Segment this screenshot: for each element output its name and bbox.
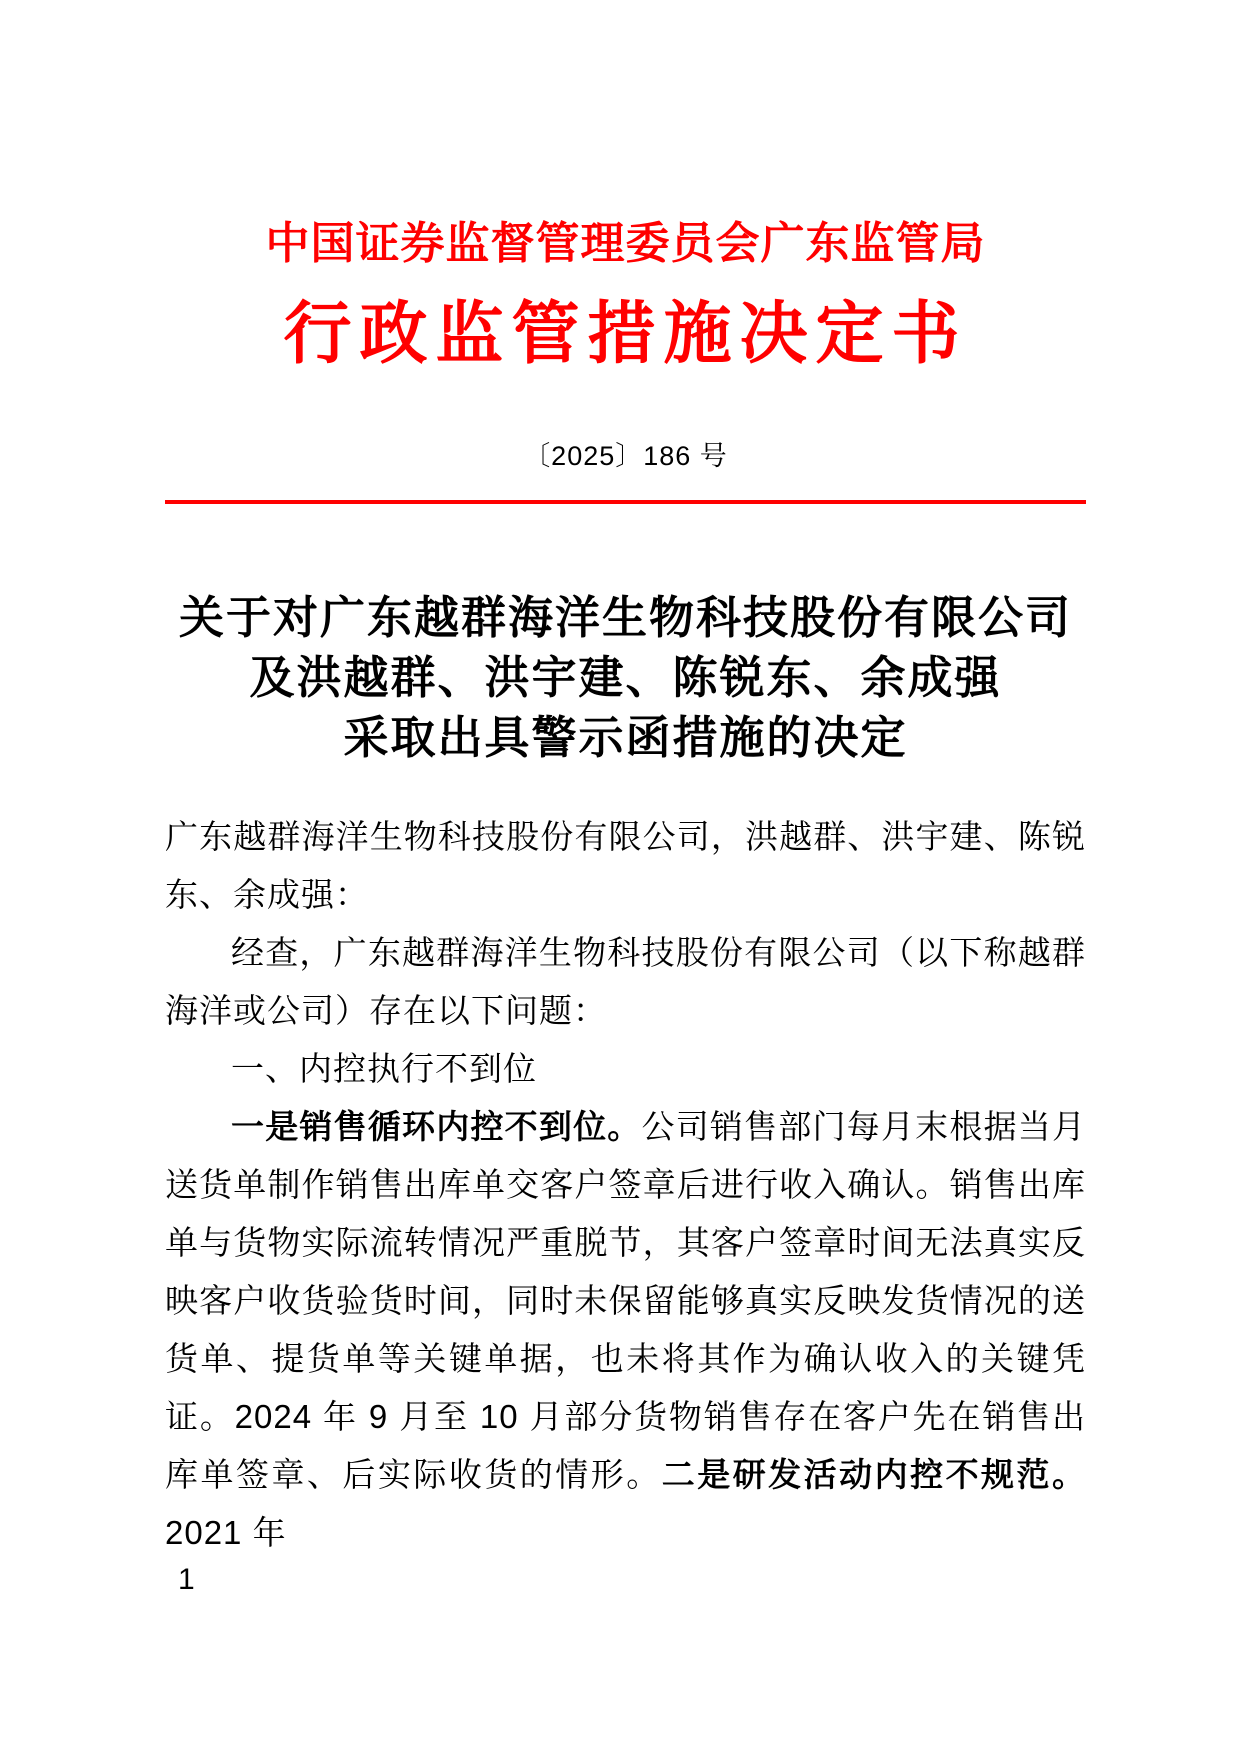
intro-paragraph: 经查，广东越群海洋生物科技股份有限公司（以下称越群海洋或公司）存在以下问题： [165, 934, 1086, 1029]
finding-1-label: 一是销售循环内控不到位。 [231, 1108, 642, 1145]
page-number: 1 [178, 1563, 195, 1596]
findings-paragraph [165, 1098, 1086, 1562]
document-type-title: 行政监管措施决定书 [283, 296, 968, 372]
section-1-heading: 一、内控执行不到位 [231, 1050, 537, 1087]
decision-title-line3: 采取出具警示函措施的决定 [343, 712, 908, 763]
issuing-authority-title: 中国证券监督管理委员会广东监管局 [265, 219, 986, 268]
document-body [165, 808, 1086, 1562]
document-content [165, 0, 1086, 1562]
salutation-paragraph: 广东越群海洋生物科技股份有限公司，洪越群、洪宇建、陈锐东、余成强： [165, 818, 1086, 913]
red-divider-line [165, 500, 1086, 504]
finding-2-label: 二是研发活动内控不规范。 [661, 1456, 1087, 1493]
finding-1-text: 公司销售部门每月末根据当月送货单制作销售出库单交客户签章后进行收入确认。销售出库单与货物实际流转情况严重脱节，其客户签章时间无法真实反映客户收货验货时间，同时未保留能够真实反映发货情况的送货单、提货单等关键单据，也未将其作为确认收入的关键凭证。2024 年 9 月至 10 月部分货物销售存在客户先在销售出库单签章、后实际收货的情形。 [165, 1108, 1087, 1493]
decision-title [165, 588, 1086, 768]
document-number: 〔2025〕186 号 [523, 441, 728, 471]
finding-2-text: 2021 年 [165, 1514, 287, 1551]
decision-title-line2: 及洪越群、洪宇建、陈锐东、余成强 [249, 652, 1002, 703]
decision-title-line1: 关于对广东越群海洋生物科技股份有限公司 [178, 592, 1072, 643]
